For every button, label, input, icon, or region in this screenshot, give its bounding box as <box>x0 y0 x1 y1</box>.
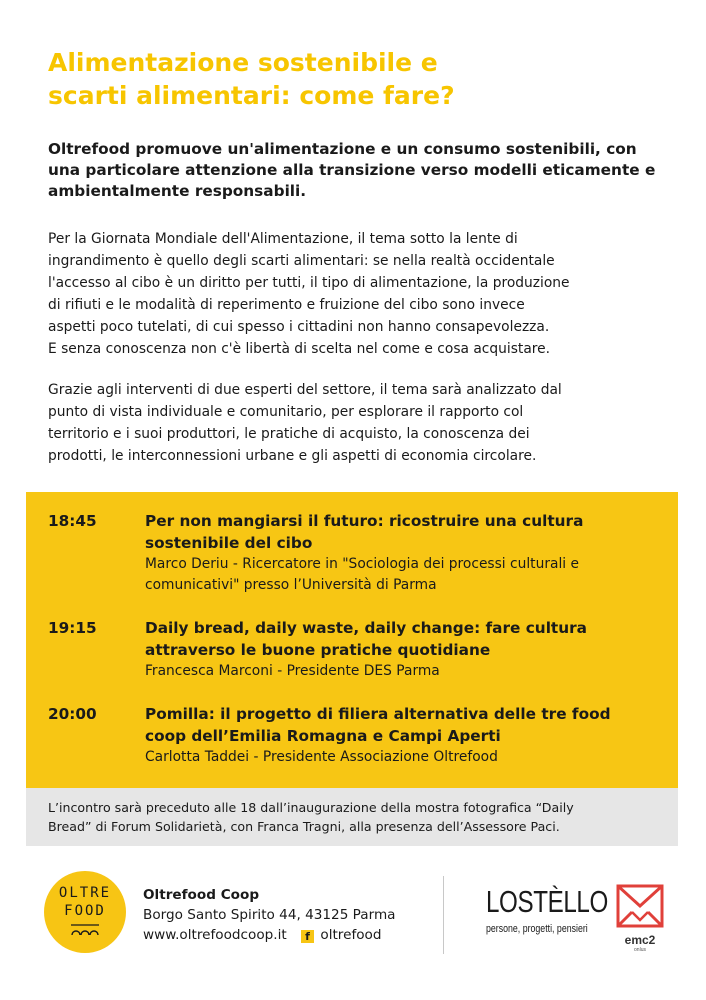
note-banner <box>26 788 678 846</box>
event-title-line: Pomilla: il progetto di filiera alternativa delle tre food <box>145 705 611 723</box>
facebook-icon: f <box>301 930 314 943</box>
org-name: Oltrefood Coop <box>143 887 260 903</box>
page-title <box>48 46 668 112</box>
emc2-mark-icon <box>616 884 664 928</box>
event-title-line: attraverso le buone pratiche quotidiane <box>145 641 491 659</box>
event-title-line: Per non mangiarsi il futuro: ricostruire una cultura <box>145 512 584 530</box>
contact-block <box>143 886 433 945</box>
intro-line: punto di vista individuale e comunitario, per esplorare il rapporto col <box>48 404 524 420</box>
event-title-line: coop dell’Emilia Romagna e Campi Aperti <box>145 727 501 745</box>
intro-line: Grazie agli interventi di due esperti del settore, il tema sarà analizzato dal <box>48 382 562 398</box>
lead-paragraph: Oltrefood promuove un'alimentazione e un consumo sostenibili, con una particolare attenzione alla transizione verso modelli eticamente e ambientalmente responsabili. <box>48 140 656 200</box>
schedule-panel <box>26 492 678 788</box>
event-body <box>145 703 665 768</box>
event-time: 20:00 <box>48 705 97 723</box>
website-link[interactable]: www.oltrefoodcoop.it <box>143 927 287 943</box>
facebook-handle[interactable]: oltrefood <box>320 927 382 943</box>
intro-paragraph-1 <box>48 228 668 360</box>
emc2-logo <box>616 884 664 953</box>
note-line: Bread” di Forum Solidarietà, con Franca Tragni, alla presenza dell’Assessore Paci. <box>48 819 560 834</box>
intro-line: aspetti poco tutelati, di cui spesso i cittadini non hanno consapevolezza. <box>48 319 550 335</box>
event-speaker <box>145 554 665 596</box>
event-speaker-line: comunicativi" presso l’Università di Parma <box>145 577 437 593</box>
intro-line: territorio e i suoi produttori, le pratiche di acquisto, la conoscenza dei <box>48 426 530 442</box>
event-title-line: Daily bread, daily waste, daily change: fare cultura <box>145 619 588 637</box>
intro-line: di rifiuti e le modalità di reperimento e fruizione del cibo sono invece <box>48 297 525 313</box>
logo-text-line-1: OLTRE <box>58 885 112 901</box>
event-speaker <box>145 747 665 768</box>
event-title <box>145 510 665 554</box>
intro-line: E senza conoscenza non c'è libertà di scelta nel come e cosa acquistare. <box>48 341 551 357</box>
event-time: 18:45 <box>48 512 97 530</box>
logo-text-line-2: FOOD <box>64 903 106 919</box>
lostello-name: LOSTÈLLO <box>486 884 608 919</box>
event-speaker-line: Francesca Marconi - Presidente DES Parma <box>145 663 440 679</box>
emc2-name: emc2 <box>624 933 656 947</box>
lostello-logo <box>486 884 608 936</box>
event-speaker <box>145 661 665 682</box>
org-address: Borgo Santo Spirito 44, 43125 Parma <box>143 907 396 923</box>
intro-line: ingrandimento è quello degli scarti alimentari: se nella realtà occidentale <box>48 253 555 269</box>
intro-paragraph-2 <box>48 379 668 467</box>
event-body <box>145 617 665 682</box>
contact-web-row <box>143 925 433 945</box>
event-title <box>145 703 665 747</box>
logo-arcs-icon <box>70 923 100 937</box>
event-title <box>145 617 665 661</box>
note-line: L’incontro sarà preceduto alle 18 dall’inaugurazione della mostra fotografica “Daily <box>48 800 574 815</box>
title-line-1: Alimentazione sostenibile e <box>48 48 438 77</box>
event-body <box>145 510 665 596</box>
intro-line: prodotti, le interconnessioni urbane e gli aspetti di economia circolare. <box>48 448 537 464</box>
event-speaker-line: Marco Deriu - Ricercatore in "Sociologia dei processi culturali e <box>145 556 580 572</box>
event-speaker-line: Carlotta Taddei - Presidente Associazione Oltrefood <box>145 749 498 765</box>
lostello-tagline: persone, progetti, pensieri <box>486 923 588 935</box>
event-title-line: sostenibile del cibo <box>145 534 313 552</box>
oltrefood-logo <box>44 871 126 953</box>
intro-line: l'accesso al cibo è un diritto per tutti, il tipo di alimentazione, la produzione <box>48 275 570 291</box>
title-line-2: scarti alimentari: come fare? <box>48 81 455 110</box>
emc2-sub: onlus <box>634 947 646 953</box>
footer-divider <box>443 876 444 954</box>
note-text <box>48 798 668 836</box>
intro-line: Per la Giornata Mondiale dell'Alimentazione, il tema sotto la lente di <box>48 231 518 247</box>
event-time: 19:15 <box>48 619 97 637</box>
